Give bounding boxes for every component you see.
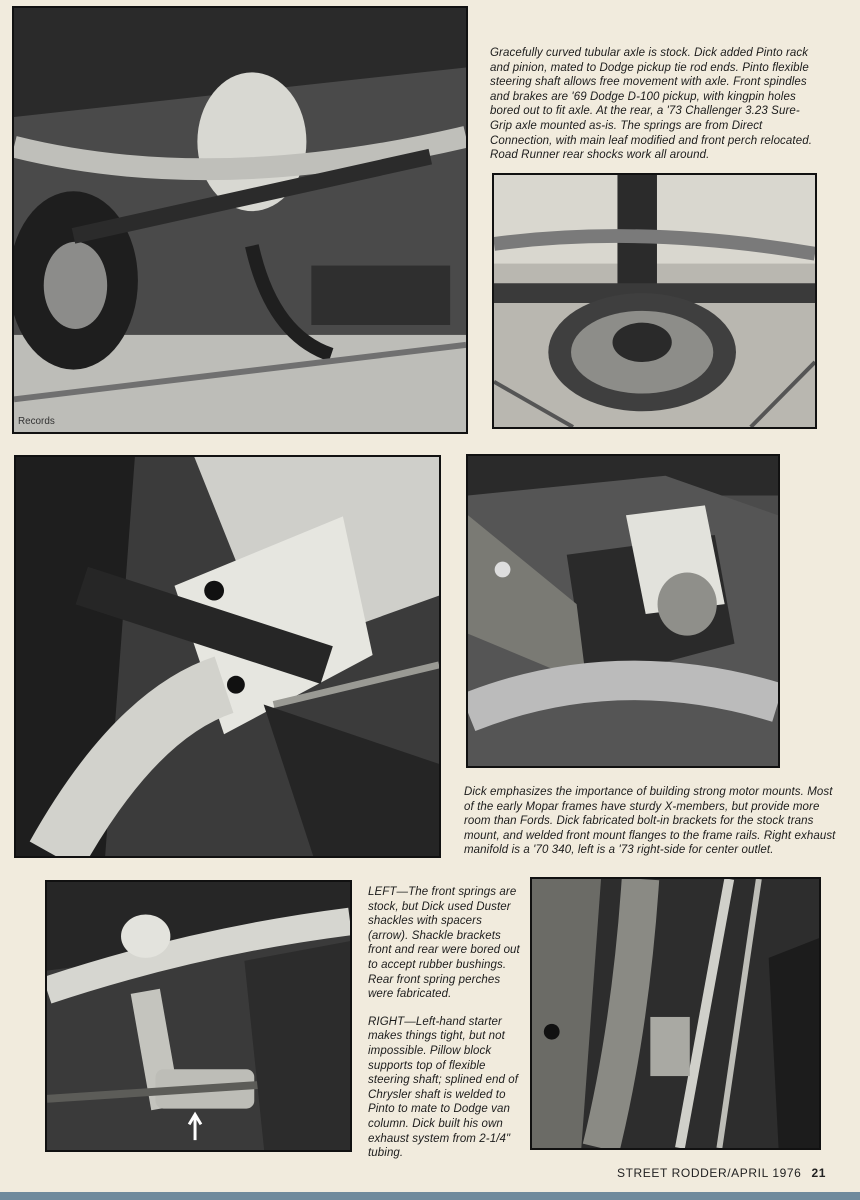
page-edge-strip — [0, 1192, 860, 1200]
caption-springs-starter — [368, 885, 520, 1161]
photo-starter-steering-shaft — [530, 877, 821, 1150]
caption-front-axle — [490, 46, 820, 163]
photo-front-spring-shackle — [45, 880, 352, 1152]
photo-front-axle-steering — [12, 6, 468, 434]
page-footer — [617, 1166, 826, 1180]
magazine-issue: STREET RODDER/APRIL 1976 — [616, 1166, 802, 1180]
photo-motor-mount-left — [14, 455, 441, 858]
page-number: 21 — [811, 1166, 826, 1180]
caption-right-text: RIGHT—Left-hand starter makes things tight, but not impossible. Pillow block supports top of flexible steering shaft; splined end of Chrysler shaft is welded to Pinto to mate to Dodge van column. Dick built his own exhaust system from 2-1/4" tubing. — [368, 1015, 519, 1160]
records-sign-text: Records — [17, 416, 55, 428]
caption-text: Gracefully curved tubular axle is stock. Dick added Pinto rack and pinion, mated to Dodge pickup tie rod ends. Pinto flexible steering shaft allows free movement with axle. Front spindles and brakes are '69 Dodge D-100 pickup, with kingpin holes bored out to fit axle. At the rear, a '73 Challenger 3.23 Sure-Grip axle mounted as-is. The springs are from Direct Connection, with main leaf modified and front perch relocated. Road Runner rear shocks work all around. — [490, 47, 812, 162]
caption-left-text: LEFT—The front springs are stock, but Dick used Duster shackles with spacers (arrow). Shackle brackets front and rear were bored out to accept rubber bushings. Rear front spring perches were fabricated. — [368, 886, 520, 1001]
caption-motor-mounts — [464, 785, 836, 858]
photo-rear-axle — [492, 173, 817, 429]
caption-text: Dick emphasizes the importance of building strong motor mounts. Most of the early Mopar frames have sturdy X-members, but provide more room than Fords. Dick fabricated bolt-in brackets for the stock trans mount, and welded front mount flanges to the frame rails. Right exhaust manifold is a '70 340, left is a '73 right-side for center outlet. — [464, 786, 836, 857]
photo-motor-mount-right — [466, 454, 780, 768]
